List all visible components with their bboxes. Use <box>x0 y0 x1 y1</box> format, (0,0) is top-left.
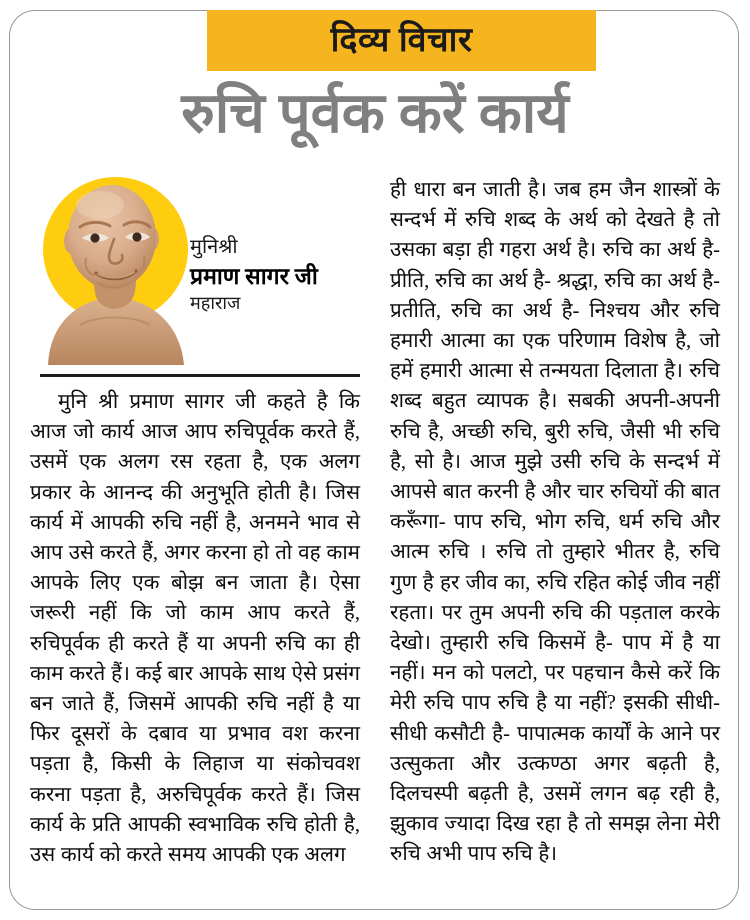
page-title: रुचि पूर्वक करें कार्य <box>181 83 569 145</box>
kicker-label: दिव्य विचार <box>330 21 473 59</box>
author-honorific: मुनिश्री <box>190 236 238 258</box>
byline-divider <box>40 374 360 377</box>
author-title: महाराज <box>190 293 241 314</box>
monk-portrait-illustration <box>40 175 190 365</box>
author-block <box>30 175 360 371</box>
article-body-left: मुनि श्री प्रमाण सागर जी कहते है कि आज जो कार्य आज आप रुचिपूर्वक करते हैं, उसमें एक अलग रस रहता है, एक अलग प्रकार के आनन्द की अनुभूति होती है। जिस कार्य में आपकी रुचि नहीं है, अनमने भाव से आप उसे करते हैं, अगर करना हो तो वह काम आपके लिए एक बोझ बन जाता है। ऐसा जरूरी नहीं कि जो काम आप करते हैं, रुचिपूर्वक ही करते हैं या अपनी रुचि का ही काम करते हैं। कई बार आपके साथ ऐसे प्रसंग बन जाते हैं, जिसमें आपकी रुचि नहीं है या फिर दूसरों के दबाव या प्रभाव वश करना पड़ता है, किसी के लिहाज या संकोचवश करना पड़ता है, अरुचिपूर्वक करते हैं। जिस कार्य के प्रति आपकी स्वभाविक रुचि होती है, उस कार्य को करते समय आपकी एक अलग <box>30 391 360 867</box>
author-portrait <box>40 175 190 365</box>
author-byline <box>190 235 360 315</box>
article-body-right: ही धारा बन जाती है। जब हम जैन शास्त्रों के सन्दर्भ में रुचि शब्द के अर्थ को देखते है तो उसका बड़ा ही गहरा अर्थ है। रुचि का अर्थ है- प्रीति, रुचि का अर्थ है- श्रद्धा, रुचि का अर्थ है- प्रतीति, रुचि का अर्थ है- निश्चय और रुचि हमारी आत्मा का एक परिणाम विशेष है, जो हमें हमारी आत्मा से तन्मयता दिलाता है। रुचि शब्द बहुत व्यापक है। सबकी अपनी-अपनी रुचि है, अच्छी रुचि, बुरी रुचि, जैसी भी रुचि है, सो है। आज मुझे उसी रुचि के सन्दर्भ में आपसे बात करनी है और चार रुचियों की बात करूँगा- पाप रुचि, भोग रुचि, धर्म रुचि और आत्म रुचि । रुचि तो तुम्हारे भीतर है, रुचि गुण है हर जीव का, रुचि रहित कोई जीव नहीं रहता। पर तुम अपनी रुचि की पड़ताल करके देखो। तुम्हारी रुचि किसमें है- पाप में है या नहीं। मन को पलटो, पर पहचान कैसे करें कि मेरी रुचि पाप रुचि है या नहीं? इसकी सीधी-सीधी कसौटी है- पापात्मक कार्यों के आने पर उत्सुकता और उत्कण्ठा अगर बढ़ती है, दिलचस्पी बढ़ती है, उसमें लगन बढ़ रही है, झुकाव ज्यादा दिख रहा है तो समझ लेना मेरी रुचि अभी पाप रुचि है। <box>390 179 720 866</box>
article-column-right <box>390 175 720 890</box>
article-column-left <box>30 175 360 890</box>
article-columns <box>30 175 720 890</box>
author-name: प्रमाण सागर जी <box>190 263 318 289</box>
kicker-banner <box>207 10 596 71</box>
